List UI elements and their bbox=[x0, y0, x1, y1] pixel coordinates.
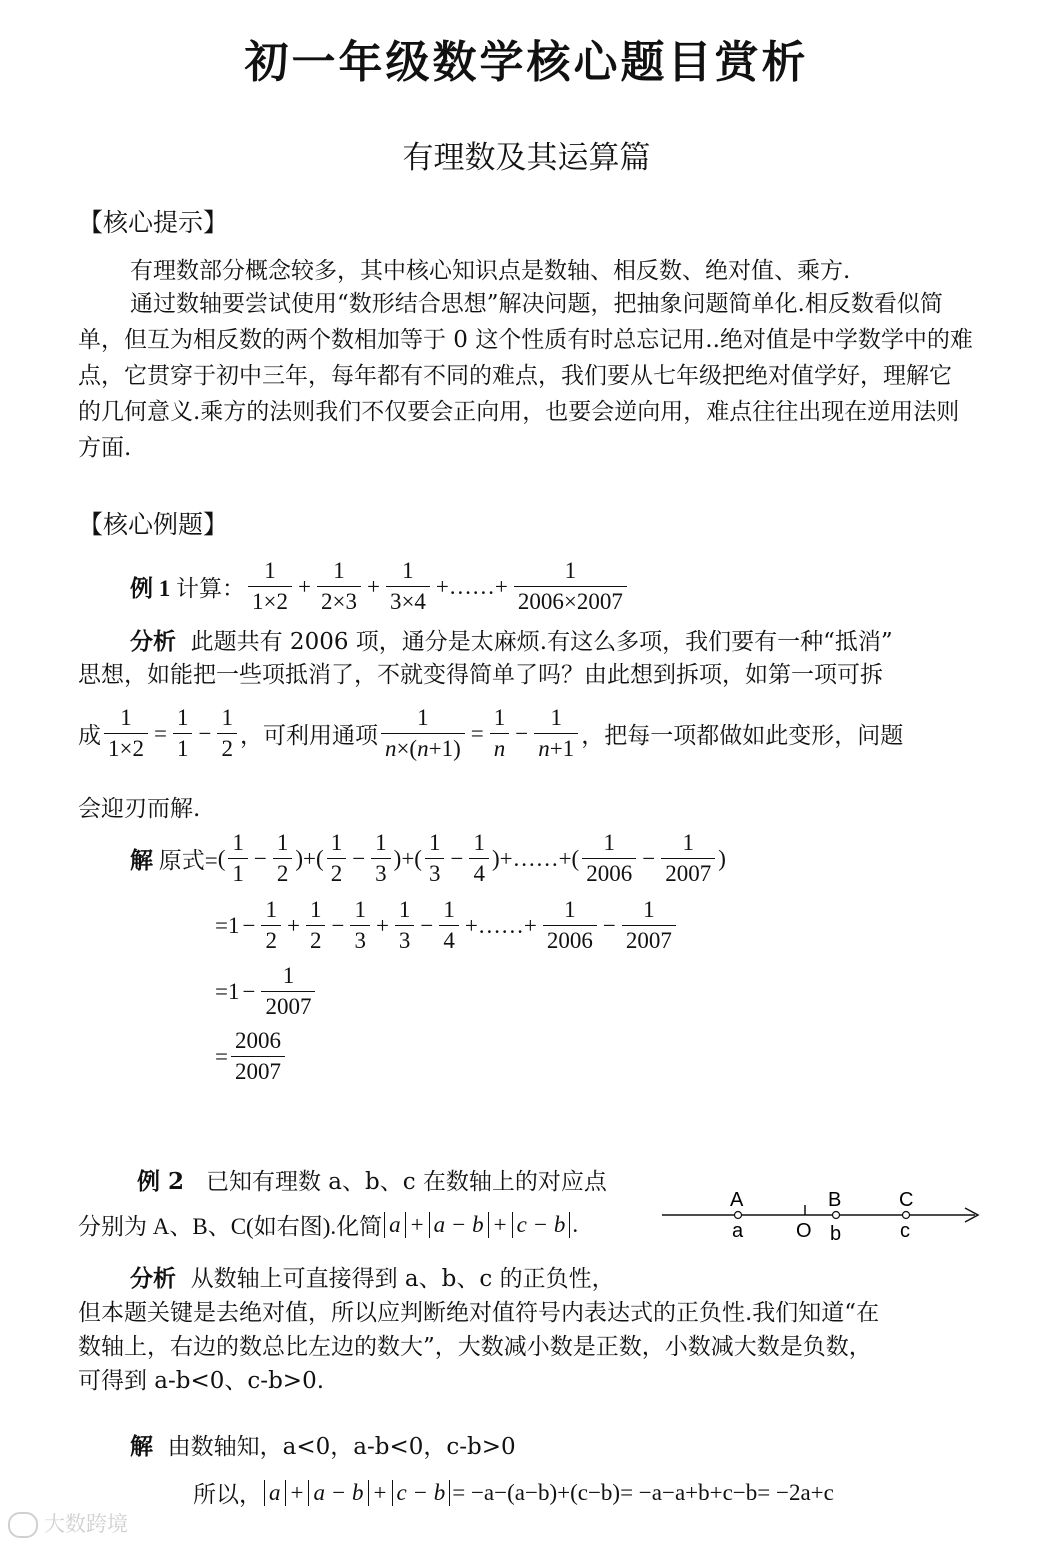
fraction: $\frac{1}{4}$ bbox=[469, 830, 489, 887]
page-title: 初一年级数学核心题目赏析 bbox=[244, 37, 809, 88]
example-2-analysis-line-4: 可得到 a-b<0、c-b>0. bbox=[78, 1368, 325, 1394]
example-2-analysis-line-2: 但本题关键是去绝对值，所以应判断绝对值符号内表达式的正负性.我们知道“在 bbox=[78, 1300, 880, 1326]
analysis-label: 分析 bbox=[130, 1265, 176, 1292]
point-B-label: B bbox=[828, 1189, 842, 1211]
example-1-solution-step-4: = $\frac{2006}{2007}$ bbox=[215, 1028, 288, 1085]
fraction: $\frac{1}{2}$ bbox=[306, 897, 326, 954]
solution-label: 解 bbox=[130, 848, 153, 873]
fraction: $\frac{1}{2006}$ bbox=[543, 897, 597, 954]
analysis-text: 此题共有 2006 项，通分是太麻烦.有这么多项，我们要有一种“抵消” bbox=[190, 629, 893, 655]
text: 已知有理数 a、b、c 在数轴上的对应点 bbox=[205, 1169, 607, 1195]
fraction: $\frac{1}{n+1}$ bbox=[534, 705, 578, 762]
section-core-examples: 【核心例题】 bbox=[78, 510, 229, 539]
example-2-line-1 bbox=[137, 1163, 607, 1196]
example-1-problem: 例 1 计算： $\frac{1}{1\times 2}$ + $\frac{1}{2\times 3}$ + $\frac{1}{3\times 4}$ +……+ $\frac{1}{2006\times 2007}$ bbox=[130, 558, 630, 615]
text: 成 bbox=[78, 723, 101, 748]
example-2-analysis-line-3: 数轴上，右边的数总比左边的数大”，大数减小数是正数，小数减大数是负数， bbox=[78, 1334, 872, 1360]
fraction: $\frac{1}{2006\times 2007}$ bbox=[514, 558, 627, 615]
example-1-solution-step-2: =1 − $\frac{1}{2}$ + $\frac{1}{2}$ − $\frac{1}{3}$ + $\frac{1}{3}$ − $\frac{1}{4}$ +……+ $\frac{1}{2006}$ − $\frac{1}{2007}$ bbox=[215, 897, 679, 954]
example-1-analysis-line-3: 成 $\frac{1}{1\times 2}$ = $\frac{1}{1}$ − $\frac{1}{2}$ ，可利用通项 $\frac{1}{n\times(n+1)}$ = $\frac{1}{n}$ − $\frac{1}{n+1}$ ，把每一项都做如此变形，问题 bbox=[78, 705, 904, 761]
text: 所以， bbox=[193, 1482, 262, 1507]
fraction: $\frac{1}{n}$ bbox=[490, 705, 510, 762]
fraction: $\frac{1}{1\times 2}$ bbox=[248, 558, 292, 615]
point-A-label: A bbox=[730, 1189, 744, 1211]
fraction: $\frac{1}{3}$ bbox=[425, 830, 445, 887]
text: 从数轴上可直接得到 a、b、c 的正负性， bbox=[190, 1266, 615, 1292]
example-2-line-2: 分别为 A、B、C(如右图).化简 a + a − b + c − b . bbox=[78, 1208, 578, 1241]
point-c-label: c bbox=[900, 1220, 910, 1242]
example-2-solution-line-2: 所以， a + a − b + c − b = −a−(a−b)+(c−b)= −a−a+b+c−b= −2a+c bbox=[193, 1476, 834, 1509]
fraction: $\frac{1}{n\times(n+1)}$ bbox=[381, 705, 465, 762]
fraction: $\frac{1}{3\times 4}$ bbox=[386, 558, 430, 615]
point-a-label: a bbox=[732, 1220, 744, 1242]
text: 原式= bbox=[158, 848, 218, 873]
example-1-label: 例 1 bbox=[130, 576, 171, 601]
section-core-hint: 【核心提示】 bbox=[78, 208, 229, 237]
example-2-label: 例 2 bbox=[137, 1168, 185, 1195]
page-subtitle: 有理数及其运算篇 bbox=[402, 140, 651, 176]
origin-label: O bbox=[796, 1220, 812, 1242]
watermark-text: 大数跨境 bbox=[44, 1512, 128, 1536]
point-b-label: b bbox=[830, 1223, 842, 1245]
fraction: $\frac{1}{1}$ bbox=[173, 705, 193, 762]
watermark-logo-icon bbox=[8, 1512, 38, 1538]
watermark bbox=[8, 1508, 128, 1538]
example-1-analysis-line-1 bbox=[130, 623, 893, 656]
example-1-solution-step-1: 解 原式= ( $\frac{1}{1}$ − $\frac{1}{2}$ )+( $\frac{1}{2}$ − $\frac{1}{3}$ )+( $\frac{1}{3}$ − $\frac{1}{4}$ )+……+( $\frac{1}{2006}$ − $\frac{1}{2007}$ ) bbox=[130, 830, 726, 886]
example-1-prompt: 计算： bbox=[176, 576, 245, 601]
example-2-analysis-line-1 bbox=[130, 1260, 615, 1293]
fraction: $\frac{1}{2\times 3}$ bbox=[317, 558, 361, 615]
hint-paragraph-2: 通过数轴要尝试使用“数形结合思想”解决问题，把抽象问题简单化.相反数看似简单，但互为相反数的两个数相加等于 0 这个性质有时总忘记用..绝对值是中学数学中的难点，它贯穿于初中三年，每年都有不同的难点，我们要从七年级把绝对值学好，理解它的几何意义.乘方的法则我们不仅要会正向用，也要会逆向用，难点往往出现在逆用法则方面. bbox=[78, 291, 973, 461]
text: = −a−(a−b)+(c−b)= −a−a+b+c−b= −2a+c bbox=[452, 1479, 834, 1505]
fraction: $\frac{1}{2}$ bbox=[327, 830, 347, 887]
text: ，把每一项都做如此变形，问题 bbox=[581, 723, 904, 748]
fraction: $\frac{1}{3}$ bbox=[350, 897, 370, 954]
fraction: $\frac{1}{2007}$ bbox=[622, 897, 676, 954]
fraction: $\frac{1}{2007}$ bbox=[661, 830, 715, 887]
fraction: $\frac{1}{1}$ bbox=[228, 830, 248, 887]
text: ，可利用通项 bbox=[239, 723, 378, 748]
example-1-analysis-line-2: 思想，如能把一些项抵消了，不就变得简单了吗？由此想到拆项，如第一项可拆 bbox=[78, 662, 883, 688]
fraction: $\frac{1}{2}$ bbox=[261, 897, 281, 954]
analysis-label: 分析 bbox=[130, 628, 176, 655]
example-1-analysis-line-4: 会迎刃而解. bbox=[78, 796, 201, 822]
fraction: $\frac{1}{1\times 2}$ bbox=[104, 705, 148, 762]
solution-label: 解 bbox=[130, 1433, 153, 1460]
fraction: $\frac{1}{2006}$ bbox=[582, 830, 636, 887]
example-2-solution-line-1 bbox=[130, 1428, 516, 1461]
fraction: $\frac{1}{3}$ bbox=[371, 830, 391, 887]
point-C-label: C bbox=[899, 1189, 914, 1211]
fraction: $\frac{1}{2007}$ bbox=[261, 963, 315, 1020]
fraction: $\frac{2006}{2007}$ bbox=[231, 1028, 285, 1085]
fraction: $\frac{1}{2}$ bbox=[217, 705, 237, 762]
fraction: $\frac{1}{2}$ bbox=[273, 830, 293, 887]
fraction: $\frac{1}{3}$ bbox=[395, 897, 415, 954]
hint-paragraph-1: 有理数部分概念较多，其中核心知识点是数轴、相反数、绝对值、乘方. bbox=[130, 258, 851, 284]
text: 分别为 A、B、C(如右图).化简 bbox=[78, 1214, 383, 1239]
number-line-diagram bbox=[660, 1182, 990, 1252]
fraction: $\frac{1}{4}$ bbox=[439, 897, 459, 954]
text: 由数轴知，a<0，a-b<0，c-b>0 bbox=[167, 1434, 516, 1460]
example-1-solution-step-3: =1 − $\frac{1}{2007}$ bbox=[215, 963, 318, 1020]
